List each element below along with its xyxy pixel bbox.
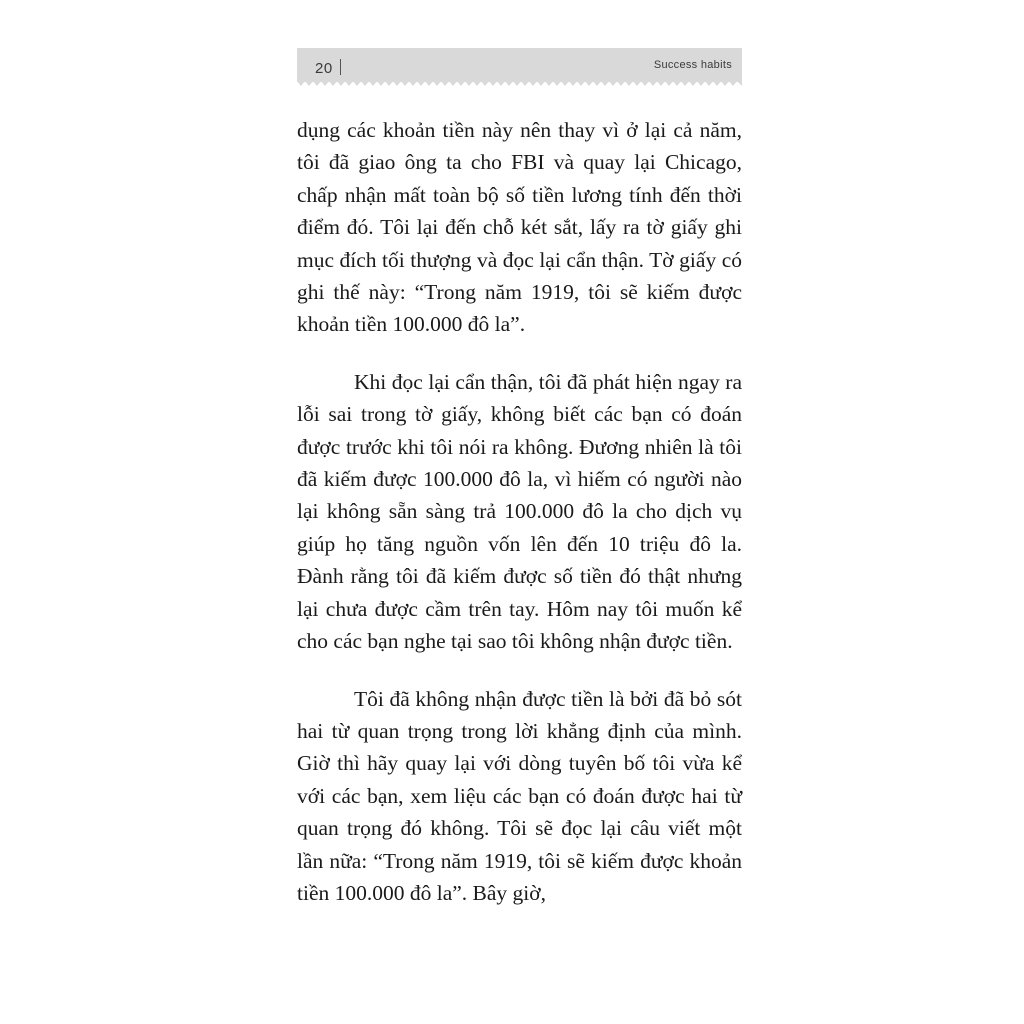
- header-zigzag-edge: [297, 81, 742, 86]
- paragraph-2: Khi đọc lại cẩn thận, tôi đã phát hiện ngay ra lỗi sai trong tờ giấy, không biết các bạn có đoán được trước khi tôi nói ra không. Đương nhiên là tôi đã kiếm được 100.000 đô la, vì hiếm có người nào lại không sẵn sàng trả 100.000 đô la cho dịch vụ giúp họ tăng nguồn vốn lên đến 10 triệu đô la. Đành rằng tôi đã kiếm được số tiền đó thật nhưng lại chưa được cầm trên tay. Hôm nay tôi muốn kể cho các bạn nghe tại sao tôi không nhận được tiền.: [297, 369, 742, 654]
- body-text: [297, 114, 742, 909]
- book-title: Success habits: [653, 59, 732, 71]
- paragraph-3: Tôi đã không nhận được tiền là bởi đã bỏ sót hai từ quan trọng trong lời khẳng định của mình. Giờ thì hãy quay lại với dòng tuyên bố tôi vừa kể với các bạn, xem liệu các bạn có đoán được hai từ quan trọng đó không. Tôi sẽ đọc lại câu viết một lần nữa: “Trong năm 1919, tôi sẽ kiếm được khoản tiền 100.000 đô la”. Bây giờ,: [297, 686, 742, 905]
- page-number: 20: [315, 60, 333, 77]
- paragraph-gap: [297, 658, 742, 683]
- running-header: [297, 48, 742, 82]
- paragraph-gap: [297, 341, 742, 366]
- header-divider: [340, 59, 341, 75]
- paragraph-1: dụng các khoản tiền này nên thay vì ở lại cả năm, tôi đã giao ông ta cho FBI và quay lại Chicago, chấp nhận mất toàn bộ số tiền lương tính đến thời điểm đó. Tôi lại đến chỗ két sắt, lấy ra tờ giấy ghi mục đích tối thượng và đọc lại cẩn thận. Tờ giấy có ghi thế này: “Trong năm 1919, tôi sẽ kiếm được khoản tiền 100.000 đô la”.: [297, 118, 742, 337]
